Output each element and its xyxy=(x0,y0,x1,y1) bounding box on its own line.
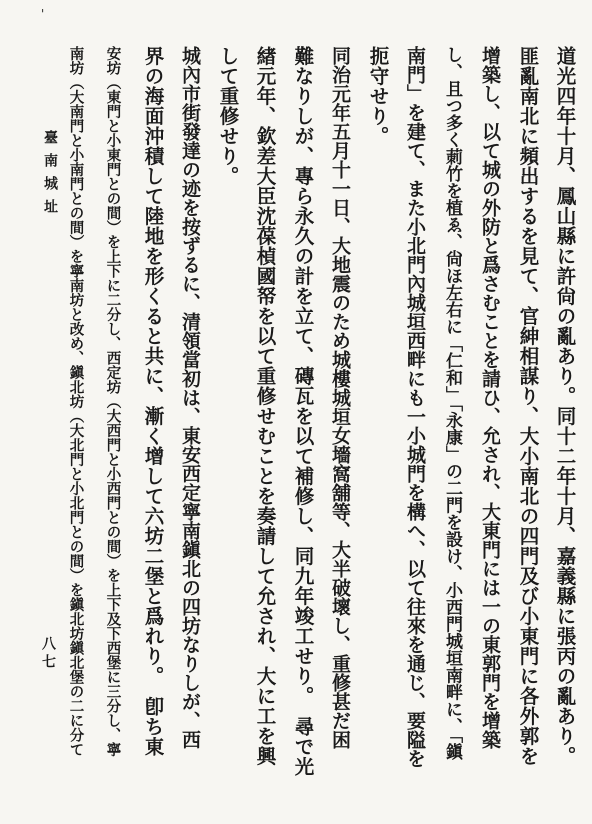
text-column-14: 南坊（大南門と小南門との間）を寧南坊と改め、鎭北坊（大北門と小北門との間）を鎭北坊鎭北堡の二に分て xyxy=(67,46,85,757)
text-column-8: 難なりしが、專ら永久の計を立て、磚瓦を以て補修し、同九年竣工せり。 尋で光 xyxy=(291,46,315,777)
text-column-5: 南門」を建て、また小北門內城垣西畔にも一小城門を構へ、以て往來を通じ、要隘を xyxy=(404,46,426,768)
text-column-9: 緖元年、欽差大臣沈葆楨國帑を以て重修せむことを奏請して允され、大に工を興 xyxy=(253,46,277,766)
text-column-11: 城內市街發達の迹を按ずるに、清領當初は、東安西定寧南鎭北の四坊なりしが、西 xyxy=(179,46,201,749)
running-header: 臺南城址 xyxy=(42,130,58,222)
page-number: 八七 xyxy=(40,636,56,672)
text-column-12: 界の海面沖積して陸地を形くると共に、漸く增して六坊二堡と爲れり。 卽ち東 xyxy=(141,46,165,757)
text-column-2: 匪亂南北に頻出するを見て、官紳相謀り、大小南北の四門及び小東門に各外郭を xyxy=(516,46,540,766)
text-column-4: し、且つ多く莿竹を植ゑ、尙ほ左右に「仁和」「永康」の二門を設け、小西門城垣南畔に、「鎭 xyxy=(442,46,462,760)
text-column-6: 扼守せり。 xyxy=(366,46,390,146)
text-column-1: 道光四年十月、鳳山縣に許尙の亂あり。同十二年十月、嘉義縣に張丙の亂あり。 xyxy=(553,46,577,766)
text-column-10: して重修せり。 xyxy=(216,46,240,186)
text-column-13: 安坊（東門と小東門との間）を上下に二分し、西定坊（大西門と小西門との間）を上下及下西堡に三分し、寧 xyxy=(104,46,122,757)
text-column-3: 增築し、以て城の外防と爲さむことを請ひ、允され、大東門には一の東郭門を增築 xyxy=(479,46,501,749)
corner-mark: ' xyxy=(41,7,45,21)
text-column-7: 同治元年五月十一日、大地震のため城樓城垣女墻窩舖等、大半破壞し、重修甚だ困 xyxy=(329,46,351,749)
